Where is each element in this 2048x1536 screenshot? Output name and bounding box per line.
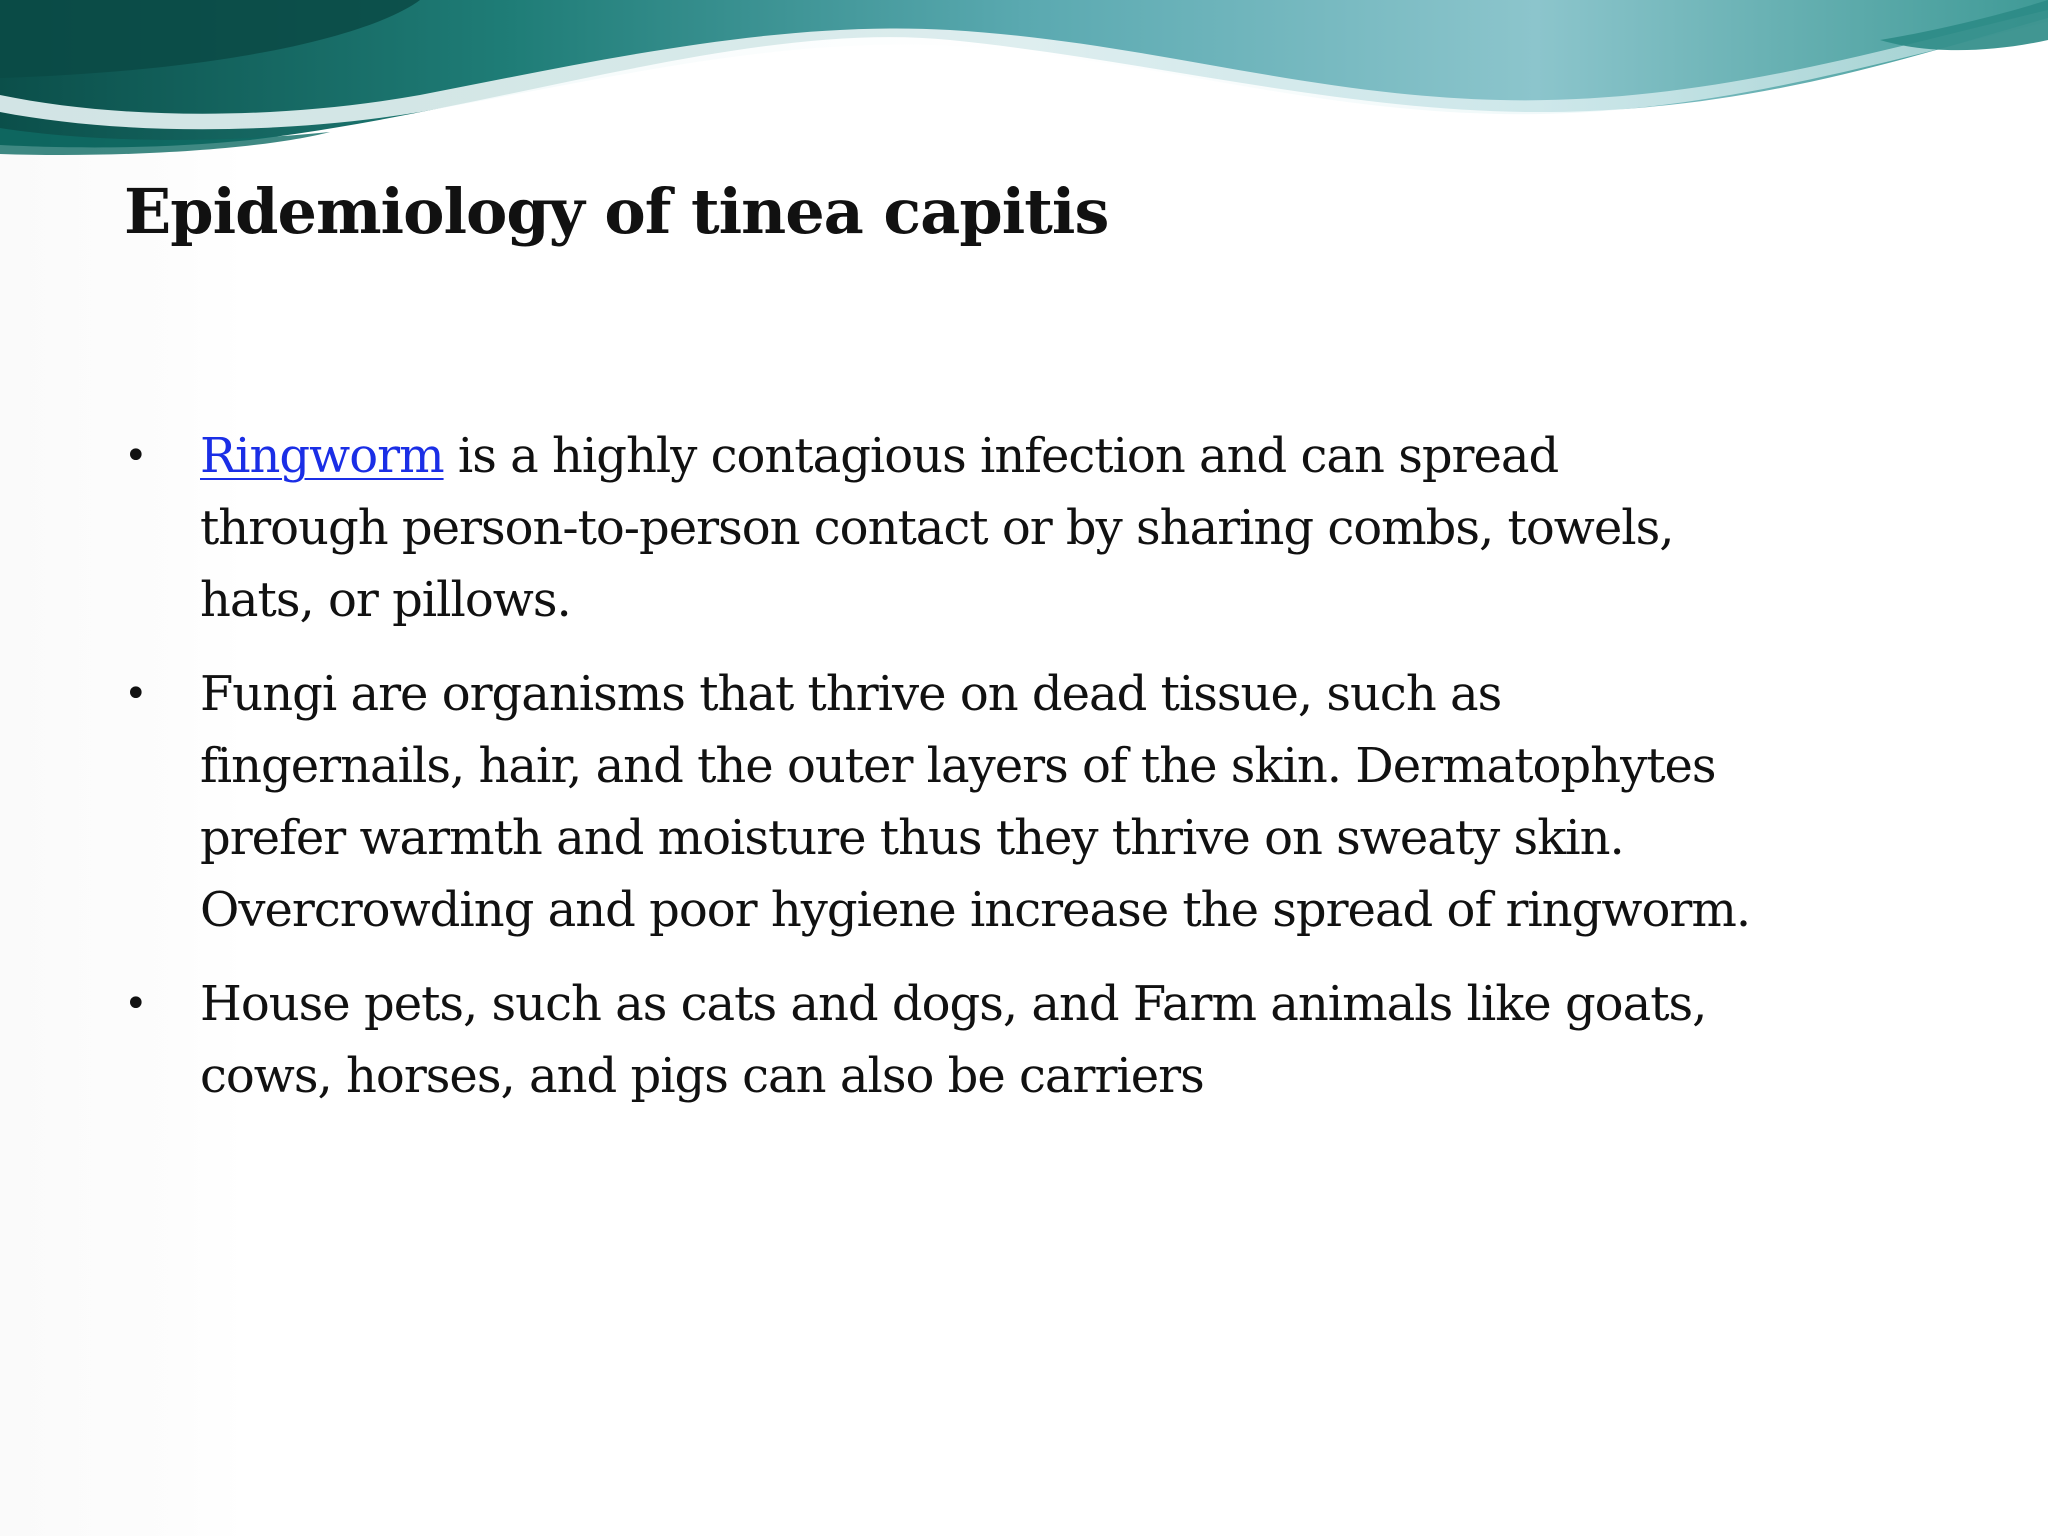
bullet-marker: • xyxy=(124,671,147,717)
bullet-list xyxy=(124,420,1924,1134)
bullet-line: through person-to-person contact or by sharing combs, towels, xyxy=(200,500,1674,556)
bullet-line xyxy=(200,420,1924,492)
bullet-line: House pets, such as cats and dogs, and Farm animals like goats, xyxy=(200,976,1707,1032)
bullet-line: Overcrowding and poor hygiene increase the spread of ringworm. xyxy=(200,882,1751,938)
bullet-line: fingernails, hair, and the outer layers of the skin. Dermatophytes xyxy=(200,738,1716,794)
bullet-line: Fungi are organisms that thrive on dead tissue, such as xyxy=(200,666,1502,722)
bullet-line: cows, horses, and pigs can also be carriers xyxy=(200,1048,1204,1104)
slide-title: Epidemiology of tinea capitis xyxy=(124,175,1109,248)
bullet-item-fungi xyxy=(124,658,1924,946)
bullet-item-pets xyxy=(124,968,1924,1112)
ringworm-link[interactable]: Ringworm xyxy=(200,428,444,484)
bullet-item-ringworm xyxy=(124,420,1924,636)
bullet-marker: • xyxy=(124,981,147,1027)
bullet-marker: • xyxy=(124,433,147,479)
bullet-line: prefer warmth and moisture thus they thrive on sweaty skin. xyxy=(200,810,1624,866)
bullet-line: hats, or pillows. xyxy=(200,572,571,628)
bullet-text: is a highly contagious infection and can spread xyxy=(443,428,1559,484)
header-wave-decoration xyxy=(0,0,2048,160)
